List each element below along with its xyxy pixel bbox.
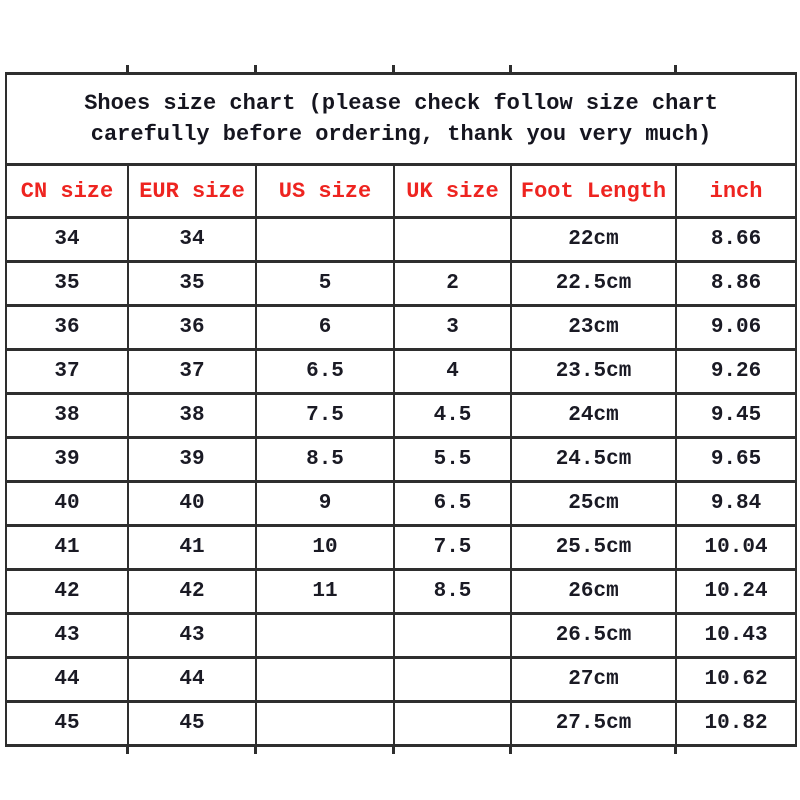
header-cell-eur-size: EUR size [128,165,256,218]
table-cell: 42 [6,570,128,614]
table-cell: 8.5 [394,570,511,614]
table-cell [256,218,394,262]
table-cell: 25.5cm [511,526,676,570]
table-row [6,570,796,614]
table-cell: 8.5 [256,438,394,482]
table-cell: 10.24 [676,570,796,614]
table-cell: 10 [256,526,394,570]
table-cell: 10.62 [676,658,796,702]
table-cell: 45 [128,702,256,746]
table-cell: 10.82 [676,702,796,746]
table-cell: 10.43 [676,614,796,658]
table-cell: 35 [6,262,128,306]
table-cell: 36 [6,306,128,350]
table-cell: 37 [6,350,128,394]
header-cell-us-size: US size [256,165,394,218]
table-cell: 40 [128,482,256,526]
chart-title [6,74,796,165]
table-cell [256,658,394,702]
table-cell: 9.45 [676,394,796,438]
table-cell: 34 [128,218,256,262]
table-cell: 9.84 [676,482,796,526]
size-chart-table [5,72,797,747]
table-cell: 42 [128,570,256,614]
table-cell: 9.06 [676,306,796,350]
table-cell: 23cm [511,306,676,350]
table-row [6,438,796,482]
table-row [6,262,796,306]
table-cell: 6.5 [394,482,511,526]
table-row [6,482,796,526]
table-cell: 4.5 [394,394,511,438]
chart-title-line1: Shoes size chart (please check follow size chart [84,91,718,116]
table-cell: 25cm [511,482,676,526]
table-row [6,306,796,350]
table-cell [394,658,511,702]
table-cell [394,702,511,746]
table-cell: 41 [128,526,256,570]
header-cell-inch: inch [676,165,796,218]
table-cell: 9.65 [676,438,796,482]
table-cell: 45 [6,702,128,746]
table-row [6,394,796,438]
table-cell: 24cm [511,394,676,438]
table-cell: 5 [256,262,394,306]
table-header-row [6,165,796,218]
table-cell [394,614,511,658]
table-cell: 34 [6,218,128,262]
table-cell: 39 [128,438,256,482]
table-cell: 22cm [511,218,676,262]
table-row [6,350,796,394]
table-cell: 7.5 [256,394,394,438]
table-cell: 3 [394,306,511,350]
table-cell: 26.5cm [511,614,676,658]
table-row [6,614,796,658]
table-row [6,702,796,746]
table-cell: 4 [394,350,511,394]
table-cell: 40 [6,482,128,526]
column-line-stub [126,745,129,754]
table-cell: 43 [128,614,256,658]
table-cell: 37 [128,350,256,394]
table-cell: 8.66 [676,218,796,262]
table-cell: 38 [128,394,256,438]
table-cell: 5.5 [394,438,511,482]
table-cell: 35 [128,262,256,306]
table-cell: 6.5 [256,350,394,394]
column-line-stub [674,745,677,754]
table-cell: 9 [256,482,394,526]
table-row [6,658,796,702]
header-cell-foot-length: Foot Length [511,165,676,218]
header-cell-uk-size: UK size [394,165,511,218]
table-cell: 26cm [511,570,676,614]
header-cell-cn-size: CN size [6,165,128,218]
table-cell: 39 [6,438,128,482]
table-row [6,526,796,570]
table-cell: 10.04 [676,526,796,570]
table-cell: 8.86 [676,262,796,306]
table-cell: 27cm [511,658,676,702]
title-row [6,74,796,165]
table-cell [394,218,511,262]
column-line-stub [392,745,395,754]
table-cell [256,614,394,658]
table-cell: 44 [128,658,256,702]
table-cell: 27.5cm [511,702,676,746]
table-cell: 41 [6,526,128,570]
chart-title-line2: carefully before ordering, thank you very much) [90,122,712,147]
table-cell: 9.26 [676,350,796,394]
table-cell: 43 [6,614,128,658]
table-cell: 38 [6,394,128,438]
table-cell [256,702,394,746]
table-row [6,218,796,262]
table-cell: 24.5cm [511,438,676,482]
table-cell: 22.5cm [511,262,676,306]
column-line-stub [509,745,512,754]
table-cell: 44 [6,658,128,702]
table-cell: 36 [128,306,256,350]
table-cell: 2 [394,262,511,306]
table-cell: 11 [256,570,394,614]
table-cell: 6 [256,306,394,350]
table-cell: 7.5 [394,526,511,570]
table-cell: 23.5cm [511,350,676,394]
column-line-stub [254,745,257,754]
